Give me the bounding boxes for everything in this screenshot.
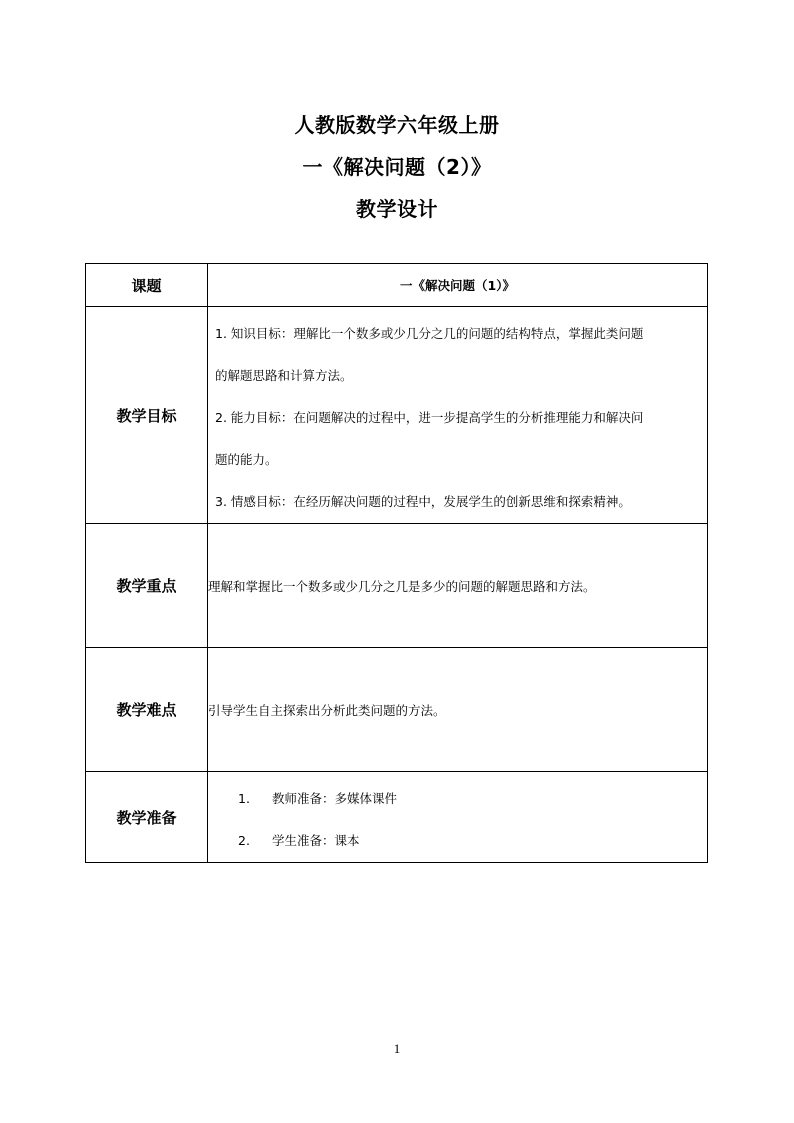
table-row-preparation — [86, 772, 708, 863]
table-row-key-points — [86, 524, 708, 648]
goal-line: 题的能力。 — [215, 452, 278, 467]
list-item-text: 教师准备：多媒体课件 — [272, 791, 398, 806]
preparation-cell — [208, 772, 708, 863]
lesson-name: 一《解决问题（1）》 — [208, 264, 708, 307]
row-label-goals: 教学目标 — [86, 307, 208, 524]
doc-title-lesson: 一《解决问题（2）》 — [302, 155, 492, 179]
list-item-text: 学生准备：课本 — [272, 833, 360, 848]
lesson-plan-table — [85, 263, 708, 863]
table-row-difficulties — [86, 648, 708, 772]
list-item-number: 2. — [238, 833, 250, 848]
list-item — [208, 778, 707, 820]
table-row-goals — [86, 307, 708, 524]
row-label-preparation: 教学准备 — [86, 772, 208, 863]
row-label-title: 课题 — [86, 264, 208, 307]
goal-line: 1. 知识目标：理解比一个数多或少几分之几的问题的结构特点，掌握此类问题 — [215, 326, 644, 341]
row-label-key-points: 教学重点 — [86, 524, 208, 648]
doc-title-design: 教学设计 — [356, 197, 438, 221]
list-item-number: 1. — [238, 791, 250, 806]
document-header — [0, 104, 794, 230]
preparation-list — [208, 772, 707, 862]
list-item — [208, 820, 707, 862]
goal-line: 2. 能力目标：在问题解决的过程中，进一步提高学生的分析推理能力和解决问 — [215, 410, 644, 425]
goal-line: 的解题思路和计算方法。 — [215, 368, 353, 383]
doc-title-textbook: 人教版数学六年级上册 — [294, 113, 500, 137]
table-row-title — [86, 264, 708, 307]
difficulties-text: 引导学生自主探索出分析此类问题的方法。 — [208, 648, 708, 772]
page-number: 1 — [393, 1041, 401, 1056]
key-points-text: 理解和掌握比一个数多或少几分之几是多少的问题的解题思路和方法。 — [208, 524, 708, 648]
goal-line: 3. 情感目标：在经历解决问题的过程中，发展学生的创新思维和探索精神。 — [215, 494, 631, 509]
goals-cell — [208, 307, 708, 524]
row-label-difficulties: 教学难点 — [86, 648, 208, 772]
